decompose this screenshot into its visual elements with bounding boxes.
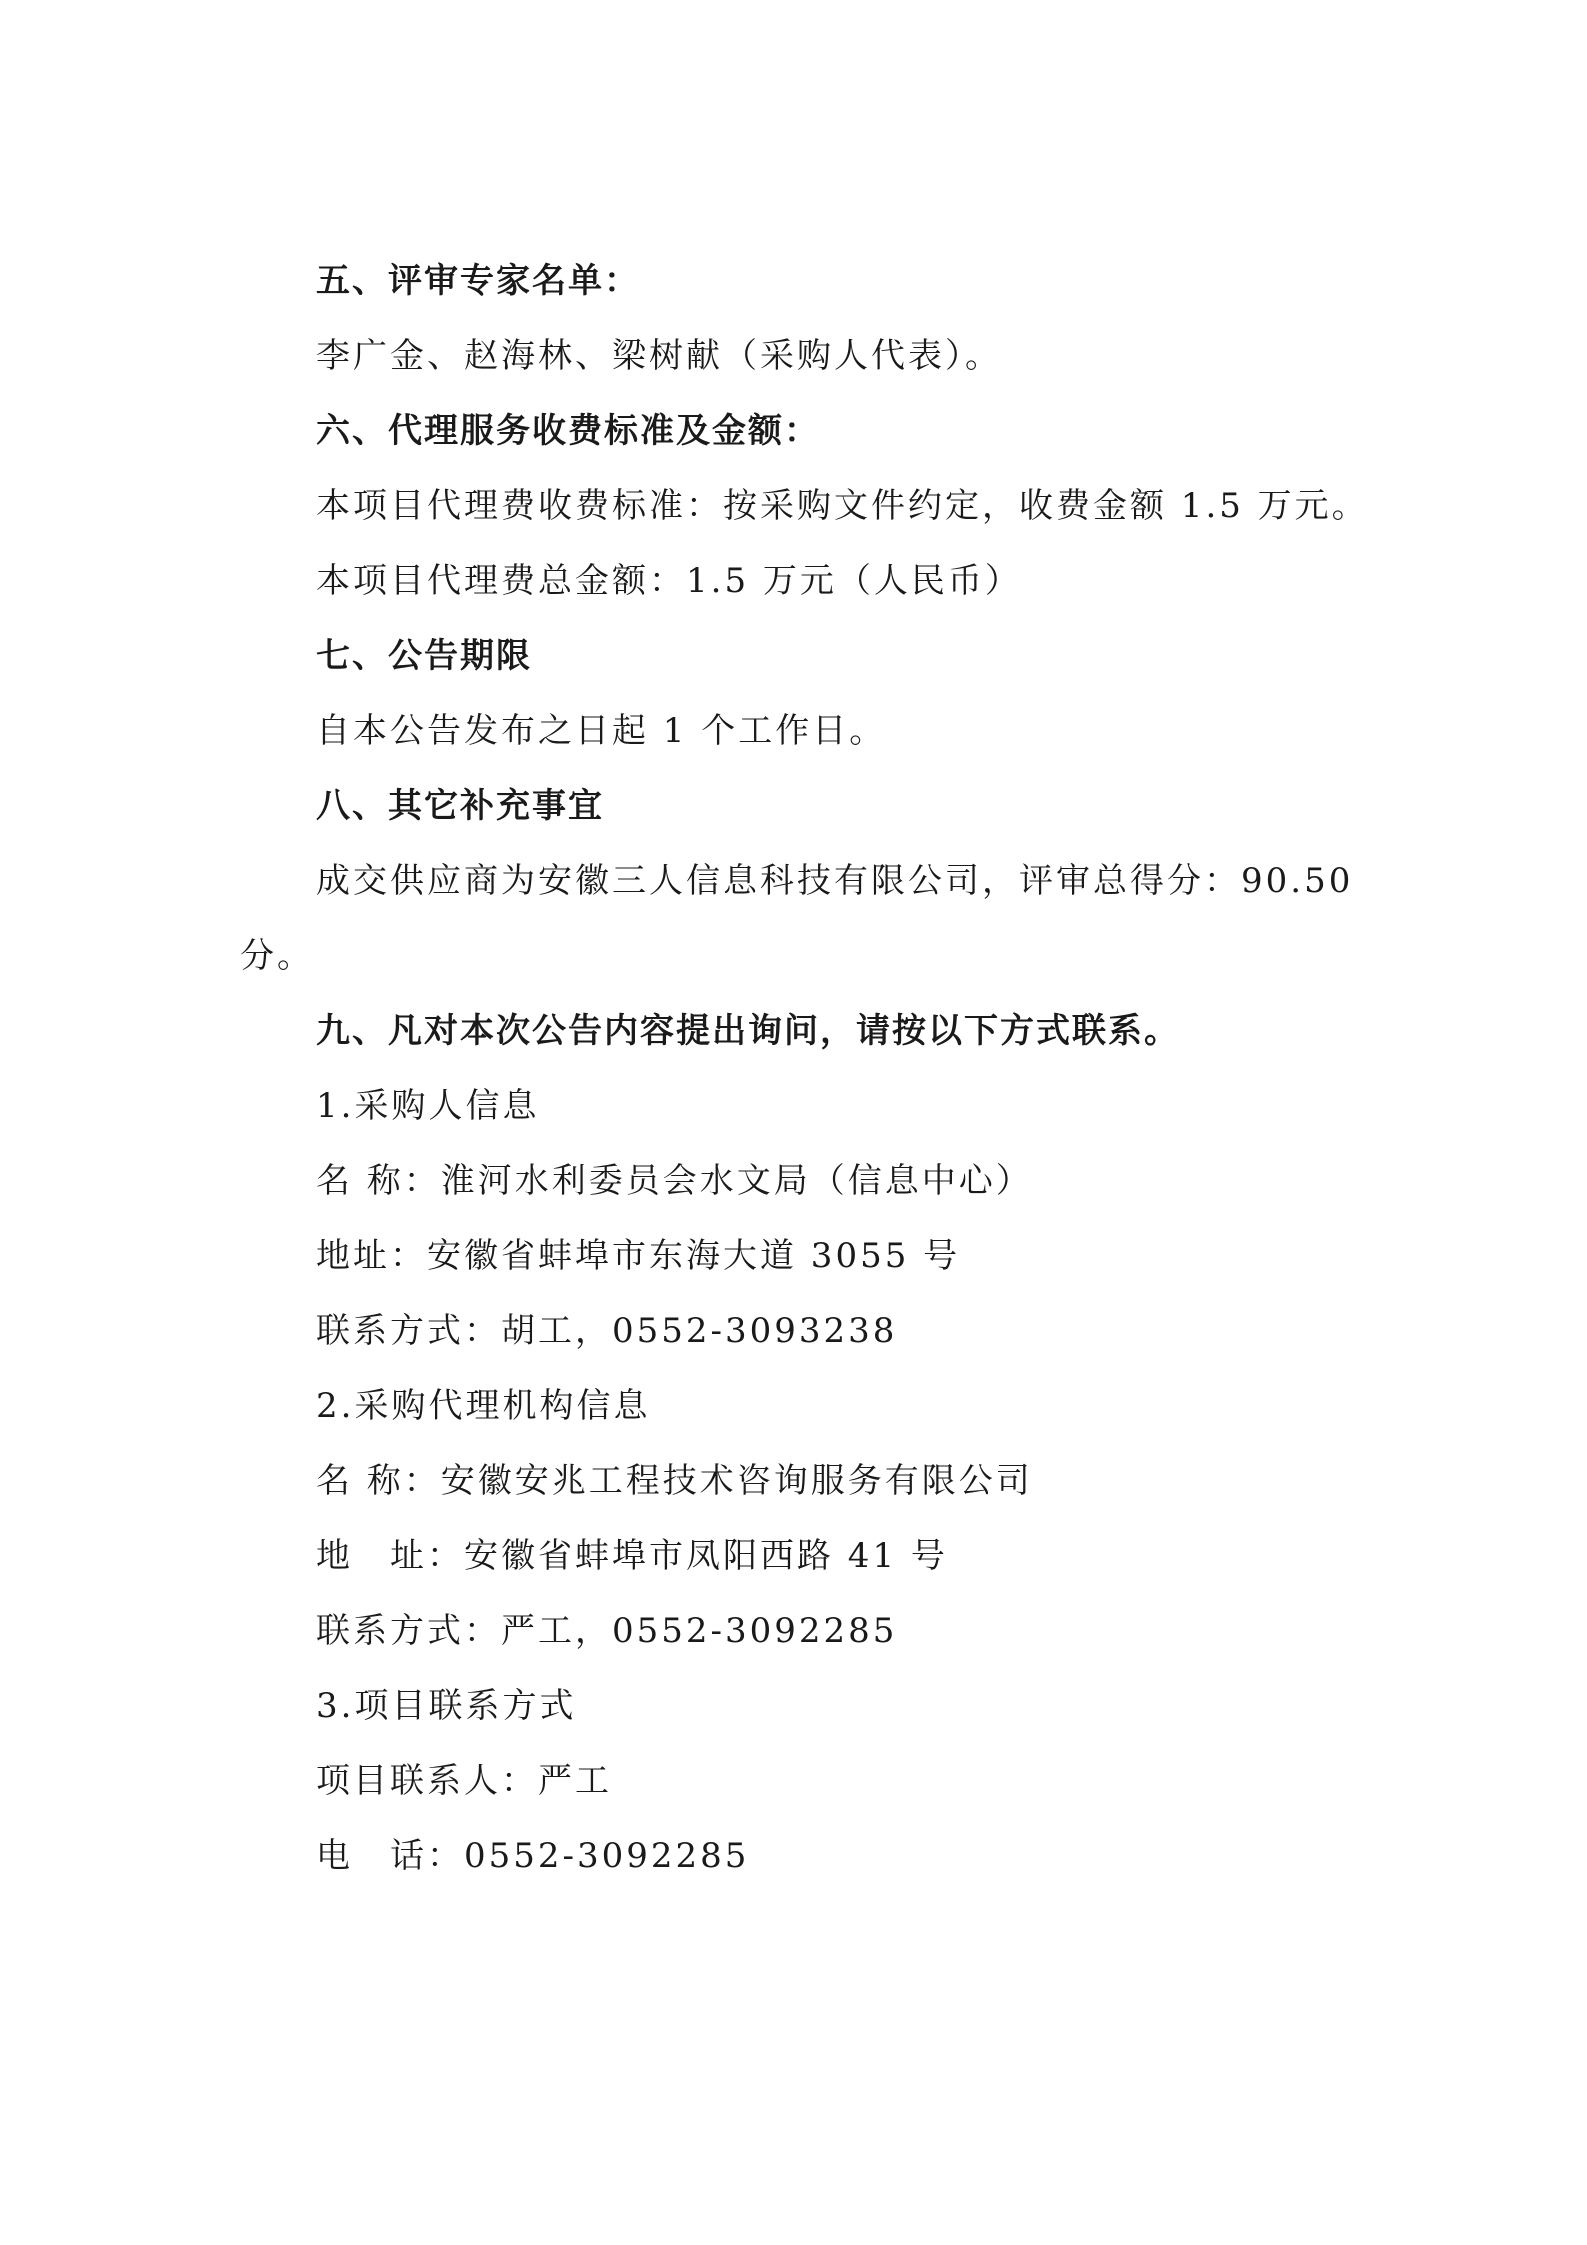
section-5-heading: 五、评审专家名单： [316, 261, 640, 301]
agency-title: 2.采购代理机构信息 [316, 1386, 651, 1426]
section-7-heading: 七、公告期限 [316, 636, 532, 676]
purchaser-phone: 联系方式：胡工，0552-3093238 [316, 1311, 898, 1351]
purchaser-name: 名 称：淮河水利委员会水文局（信息中心） [316, 1161, 1033, 1201]
purchaser-title: 1.采购人信息 [316, 1086, 540, 1126]
project-contact-person: 项目联系人：严工 [316, 1761, 612, 1801]
expert-list: 李广金、赵海林、梁树献（采购人代表）。 [316, 336, 1002, 376]
section-6-heading: 六、代理服务收费标准及金额： [316, 411, 820, 451]
agency-name: 名 称：安徽安兆工程技术咨询服务有限公司 [316, 1461, 1033, 1501]
purchaser-address: 地址：安徽省蚌埠市东海大道 3055 号 [316, 1236, 961, 1276]
section-8-heading: 八、其它补充事宜 [316, 786, 604, 826]
fee-standard: 本项目代理费收费标准：按采购文件约定，收费金额 1.5 万元。 [316, 486, 1369, 526]
project-contact-phone: 电 话：0552-3092285 [316, 1836, 750, 1876]
notice-period-text: 自本公告发布之日起 1 个工作日。 [316, 711, 887, 751]
project-contact-title: 3.项目联系方式 [316, 1686, 577, 1726]
agency-address: 地 址：安徽省蚌埠市凤阳西路 41 号 [316, 1536, 948, 1576]
agency-phone: 联系方式：严工，0552-3092285 [316, 1611, 898, 1651]
section-9-heading: 九、凡对本次公告内容提出询问，请按以下方式联系。 [316, 1011, 1180, 1051]
fee-total: 本项目代理费总金额：1.5 万元（人民币） [316, 561, 1022, 601]
supplier-result-line2: 分。 [240, 936, 314, 976]
supplier-result-line1: 成交供应商为安徽三人信息科技有限公司，评审总得分：90.50 [316, 861, 1354, 901]
